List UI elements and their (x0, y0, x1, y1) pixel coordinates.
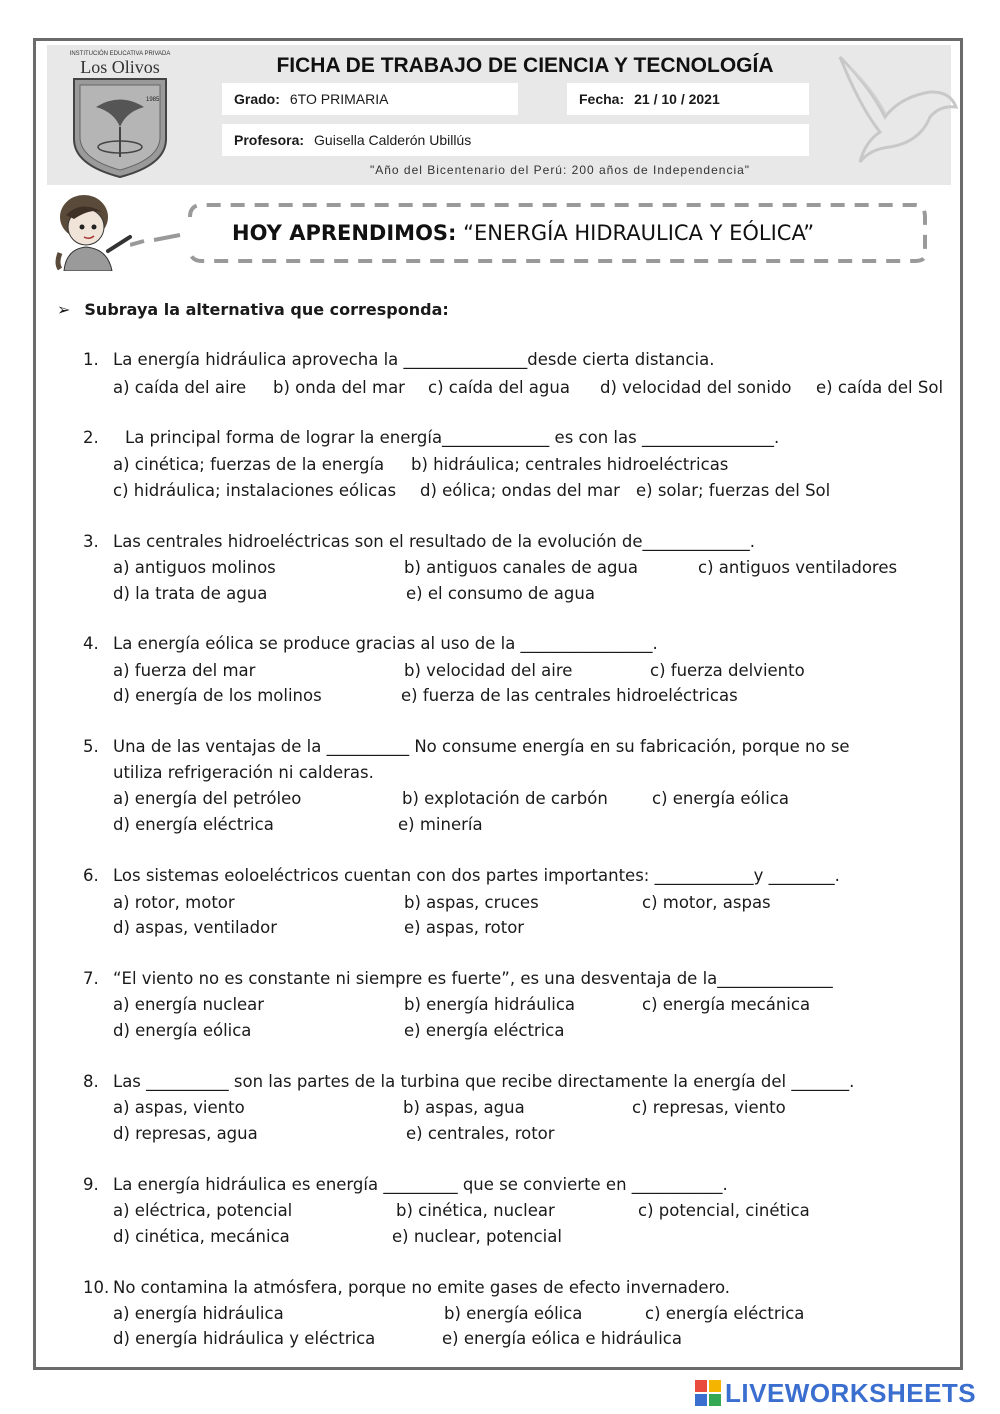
school-logo (66, 47, 174, 179)
option-1d[interactable]: d) velocidad del sonido (600, 378, 792, 397)
question-stem: Una de las ventajas de la __________ No consume energía en su fabricación, porque no se (113, 737, 850, 756)
option-6d[interactable]: d) aspas, ventilador (113, 918, 278, 937)
option-2a[interactable]: a) cinética; fuerzas de la energía (113, 455, 385, 474)
logo-caption: INSTITUCIÓN EDUCATIVA PRIVADA (69, 51, 171, 57)
option-10e[interactable]: e) energía eólica e hidráulica (442, 1329, 682, 1348)
question-5 (83, 737, 850, 756)
option-8b[interactable]: b) aspas, agua (403, 1098, 525, 1117)
option-9b[interactable]: b) cinética, nuclear (396, 1201, 555, 1220)
option-1c[interactable]: c) caída del agua (428, 378, 570, 397)
option-5c[interactable]: c) energía eólica (652, 789, 790, 808)
question-stem: La principal forma de lograr la energía_____________ es con las ________________. (125, 428, 780, 447)
option-6b[interactable]: b) aspas, cruces (404, 893, 539, 912)
option-8c[interactable]: c) represas, viento (632, 1098, 786, 1117)
instruction (57, 300, 449, 319)
option-7a[interactable]: a) energía nuclear (113, 995, 265, 1014)
banner-topic: “ENERGÍA HIDRAULICA Y EÓLICA” (463, 221, 815, 245)
option-3e[interactable]: e) el consumo de agua (406, 584, 595, 603)
option-7e[interactable]: e) energía eléctrica (404, 1021, 565, 1040)
option-4d[interactable]: d) energía de los molinos (113, 686, 322, 705)
banner-label: HOY APRENDIMOS: (232, 221, 457, 245)
question-number: 1. (83, 350, 99, 369)
option-1e[interactable]: e) caída del Sol (816, 378, 944, 397)
question-8 (83, 1072, 854, 1091)
option-4c[interactable]: c) fuerza delviento (650, 661, 805, 680)
option-10a[interactable]: a) energía hidráulica (113, 1304, 284, 1323)
option-3d[interactable]: d) la trata de agua (113, 584, 268, 603)
liveworksheets-logo[interactable] (695, 1378, 976, 1408)
arrow-bullet-icon: ➢ (57, 300, 71, 319)
question-stem: La energía hidráulica aprovecha la _______________desde cierta distancia. (113, 350, 715, 369)
option-9c[interactable]: c) potencial, cinética (638, 1201, 810, 1220)
option-10c[interactable]: c) energía eléctrica (645, 1304, 805, 1323)
question-number: 8. (83, 1072, 99, 1091)
option-4b[interactable]: b) velocidad del aire (404, 661, 573, 680)
fecha-label: Fecha: (579, 91, 625, 107)
option-5a[interactable]: a) energía del petróleo (113, 789, 302, 808)
option-7d[interactable]: d) energía eólica (113, 1021, 252, 1040)
girl-illustration-icon (52, 193, 138, 271)
question-4 (83, 634, 658, 653)
option-8d[interactable]: d) represas, agua (113, 1124, 258, 1143)
option-9a[interactable]: a) eléctrica, potencial (113, 1201, 293, 1220)
profesora-field (222, 124, 809, 156)
option-7c[interactable]: c) energía mecánica (642, 995, 811, 1014)
question-9 (83, 1175, 728, 1194)
question-stem: La energía eólica se produce gracias al uso de la ________________. (113, 634, 658, 653)
option-4e[interactable]: e) fuerza de las centrales hidroeléctricas (401, 686, 738, 705)
question-number: 3. (83, 532, 99, 551)
question-5-stem-continued: utiliza refrigeración ni calderas. (113, 763, 374, 782)
question-stem: Los sistemas eoloeléctricos cuentan con dos partes importantes: ____________y ________. (113, 866, 840, 885)
option-8a[interactable]: a) aspas, viento (113, 1098, 245, 1117)
profesora-value: Guisella Calderón Ubillús (314, 132, 472, 148)
logo-brand: Los Olivos (80, 57, 160, 77)
option-5e[interactable]: e) minería (398, 815, 483, 834)
option-3b[interactable]: b) antiguos canales de agua (404, 558, 638, 577)
question-number: 2. (83, 428, 99, 447)
question-number: 10. (83, 1278, 110, 1297)
question-2 (83, 428, 779, 447)
question-stem: Las centrales hidroeléctricas son el resultado de la evolución de_____________. (113, 532, 756, 551)
option-9d[interactable]: d) cinética, mecánica (113, 1227, 290, 1246)
option-8e[interactable]: e) centrales, rotor (406, 1124, 555, 1143)
question-stem: No contamina la atmósfera, porque no emite gases de efecto invernadero. (113, 1278, 731, 1297)
option-6a[interactable]: a) rotor, motor (113, 893, 235, 912)
question-number: 5. (83, 737, 99, 756)
grado-value: 6TO PRIMARIA (289, 91, 389, 107)
profesora-label: Profesora: (234, 132, 305, 148)
option-2b[interactable]: b) hidráulica; centrales hidroeléctricas (411, 455, 729, 474)
fecha-field (567, 83, 809, 115)
question-7 (83, 969, 833, 988)
option-9e[interactable]: e) nuclear, potencial (392, 1227, 562, 1246)
dove-icon (830, 47, 960, 177)
grado-field (222, 83, 518, 115)
question-3 (83, 532, 755, 551)
option-1a[interactable]: a) caída del aire (113, 378, 247, 397)
option-5d[interactable]: d) energía eléctrica (113, 815, 274, 834)
question-number: 4. (83, 634, 99, 653)
option-3c[interactable]: c) antiguos ventiladores (698, 558, 898, 577)
liveworksheets-icon (695, 1380, 721, 1406)
question-number: 9. (83, 1175, 99, 1194)
option-6c[interactable]: c) motor, aspas (642, 893, 771, 912)
grado-label: Grado: (234, 91, 280, 107)
option-3a[interactable]: a) antiguos molinos (113, 558, 276, 577)
option-1b[interactable]: b) onda del mar (273, 378, 405, 397)
banner-title (232, 221, 814, 245)
question-1 (83, 350, 715, 369)
question-10 (83, 1278, 730, 1297)
question-stem: “El viento no es constante ni siempre es fuerte”, es una desventaja de la______________ (113, 969, 833, 988)
option-7b[interactable]: b) energía hidráulica (404, 995, 576, 1014)
logo-year: 1985 (146, 97, 160, 103)
option-10d[interactable]: d) energía hidráulica y eléctrica (113, 1329, 376, 1348)
option-2e[interactable]: e) solar; fuerzas del Sol (636, 481, 831, 500)
option-2d[interactable]: d) eólica; ondas del mar (420, 481, 620, 500)
liveworksheets-brand: LIVEWORKSHEETS (725, 1377, 977, 1408)
question-6 (83, 866, 840, 885)
fecha-value: 21 / 10 / 2021 (634, 91, 720, 107)
question-number: 7. (83, 969, 99, 988)
question-stem: Las __________ son las partes de la turbina que recibe directamente la energía del _______. (113, 1072, 855, 1091)
option-2c[interactable]: c) hidráulica; instalaciones eólicas (113, 481, 397, 500)
question-number: 6. (83, 866, 99, 885)
option-6e[interactable]: e) aspas, rotor (404, 918, 525, 937)
option-10b[interactable]: b) energía eólica (444, 1304, 583, 1323)
page-title: FICHA DE TRABAJO DE CIENCIA Y TECNOLOGÍA (276, 54, 774, 77)
bicentenario-motto: "Año del Bicentenario del Perú: 200 años de Independencia" (369, 163, 751, 177)
option-5b[interactable]: b) explotación de carbón (402, 789, 608, 808)
option-4a[interactable]: a) fuerza del mar (113, 661, 256, 680)
instruction-text: Subraya la alternativa que corresponda: (84, 300, 449, 319)
question-stem: La energía hidráulica es energía _________ que se convierte en ___________. (113, 1175, 728, 1194)
